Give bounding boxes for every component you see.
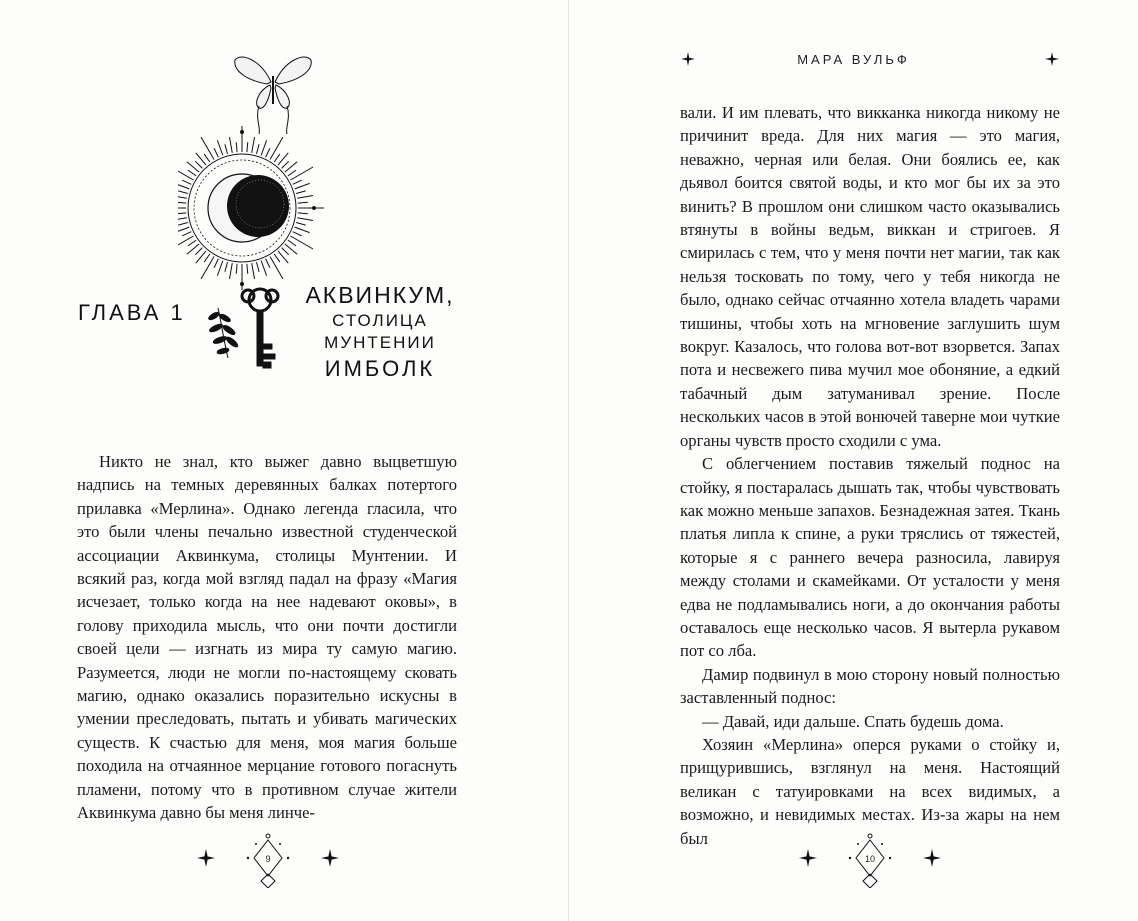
page-number: 9	[265, 854, 271, 864]
sun-ray	[266, 148, 270, 157]
sun-ray	[298, 213, 308, 214]
sun-ray	[178, 167, 194, 180]
sun-ray	[178, 195, 187, 198]
sun-ray	[229, 137, 232, 153]
sun-ray	[229, 263, 232, 279]
sun-ray	[214, 259, 218, 268]
sun-ray	[295, 227, 310, 232]
sun-ray	[217, 140, 222, 155]
paragraph: С облегчением поставив тяжелый поднос на стойку, я постаралась дышать так, чтобы чувствовать как можно меньше запахов. Безнадежная затея. Ткань платья липла к спине, а руки тряслись от тяжестей, которые я с раннего вечера разносила, лавируя между столами и скамейками. От усталости у меня едва не подламывались ноги, а до окончания работы оставалось еще несколько часов. Я вытерла рукавом пот со лба.	[680, 454, 1060, 661]
sun-ray	[214, 148, 218, 157]
fern-leaf-icon	[208, 308, 239, 358]
sun-ray	[293, 180, 302, 184]
sun-ray	[204, 254, 210, 262]
butterfly-icon	[235, 57, 311, 134]
sun-ray	[290, 236, 313, 249]
sun-ray	[261, 261, 266, 276]
footer-ornament	[178, 828, 358, 888]
sun-ray	[195, 248, 202, 255]
place-subtitle-1: СТОЛИЦА	[332, 311, 428, 330]
sun-ray	[195, 161, 202, 168]
sun-ray	[297, 195, 313, 198]
key-icon	[242, 289, 278, 368]
sun-ray	[282, 161, 289, 168]
sun-ray	[282, 248, 289, 255]
sun-ray	[270, 256, 283, 279]
place-name: АКВИНКУМ,	[305, 282, 455, 308]
sun-ray	[225, 262, 228, 272]
place-subtitle-2: МУНТЕНИИ	[324, 333, 436, 352]
sun-ray	[296, 222, 306, 225]
sun-ray	[297, 218, 313, 221]
paragraph: Дамир подвинул в мою сторону новый полностью заставленный поднос:	[680, 664, 1060, 708]
sun-ray	[204, 154, 210, 162]
sun-ray	[256, 262, 259, 272]
sun-ray	[261, 140, 266, 155]
left-body-text	[77, 450, 457, 825]
sun-ray	[256, 144, 259, 154]
sun-ray	[247, 142, 248, 152]
sun-ray	[236, 264, 237, 274]
sun-ray	[274, 154, 280, 162]
left-page	[0, 0, 568, 921]
sun-ray	[252, 137, 255, 153]
sun-ray	[252, 263, 255, 279]
sun-ray	[225, 144, 228, 154]
footer-ornament	[780, 828, 960, 888]
sun-ray	[178, 218, 187, 221]
sun-ray	[288, 240, 296, 246]
chapter-place	[300, 280, 460, 354]
sun-ray	[298, 202, 308, 203]
sun-ray	[201, 256, 214, 279]
paragraph: вали. И им плевать, что викканка никогда никому не причинит вреда. Для них магия — это магия, неважно, черная или белая. Они боялись ее, как дьявол боится святой воды, и кто мог бы их за это винить? В прошлом они слишком часто оказывались втянуты в войны ведьм, виккан и стригоев. Я смирилась с тем, что у меня почти нет магии, так как нельзя тосковать по тому, чего у тебя никогда не было, однако сейчас отчаянно хотела владеть чарами тишины, чтобы хоть на мгновение заглушить шум вокруг. Казалось, что голова вот-вот взорвется. Запах пота и несвежего пива мучил мое обоняние, а едкий табачный дым затуманивал зрение. После нескольких часов в этой вонючей таверне мои чуткие органы чувств просто сходили с ума.	[680, 103, 1060, 450]
page-number: 10	[864, 854, 875, 864]
sun-ray	[236, 142, 237, 152]
sun-ray	[188, 240, 196, 246]
sun-ray	[288, 170, 296, 176]
right-page	[569, 0, 1138, 921]
crescent-moon-icon	[208, 174, 289, 242]
sun-ray	[188, 170, 196, 176]
sun-ray	[178, 236, 194, 249]
paragraph: Никто не знал, кто выжег давно выцветшую надпись на темных деревянных балках потертого прилавка «Мерлина». Однако легенда гласила, что это были члены печально известной студенческой ассоциации Аквинкума, столицы Мунтении. И всякий раз, когда мой взгляд падал на фразу «Магия исчезает, только когда на нее надевают оковы», в голову приходила мысль, что они почти достигли своей цели — изгнать из мира ту самую магию. Разумеется, люди не могли по-настоящему сковать магию, однако оказались поразительно искусны в умении преследовать, пытать и убивать магических существ. К счастью для меня, моя магия больше походила на отчаянное мерцание готового погаснуть пламени, потому что в противном случае жители Аквинкума давно бы меня линче-	[77, 452, 457, 823]
sun-ray	[270, 137, 283, 160]
sun-ray	[293, 232, 302, 236]
sun-ray	[178, 183, 189, 188]
running-header: МАРА ВУЛЬФ	[797, 52, 910, 67]
chapter-season: ИМБОЛК	[324, 356, 436, 381]
sun-ray	[178, 191, 188, 194]
sun-ray	[178, 213, 186, 214]
sparkle-icon	[1045, 52, 1059, 66]
sun-ray	[182, 180, 191, 184]
sun-ray	[201, 137, 214, 160]
sun-ray	[295, 183, 310, 188]
sun-ray	[182, 232, 191, 236]
right-body-text	[680, 101, 1060, 850]
sun-ray	[178, 202, 186, 203]
sun-ray	[274, 254, 280, 262]
paragraph: Хозяин «Мерлина» оперся руками о стойку и, прищурившись, взглянул на меня. Настоящий великан с татуировками на всех видимых, а возможно, и невидимых местах. Из-за жары на нем был	[680, 734, 1060, 848]
sun-ray	[266, 259, 270, 268]
chapter-label: ГЛАВА 1	[78, 300, 186, 325]
sun-ray	[217, 261, 222, 276]
paragraph: — Давай, иди дальше. Спать будешь дома.	[702, 711, 1004, 731]
sun-ray	[178, 227, 189, 232]
sun-ray	[290, 167, 313, 180]
sun-ray	[247, 264, 248, 274]
sun-ray	[178, 222, 188, 225]
sun-ray	[296, 191, 306, 194]
